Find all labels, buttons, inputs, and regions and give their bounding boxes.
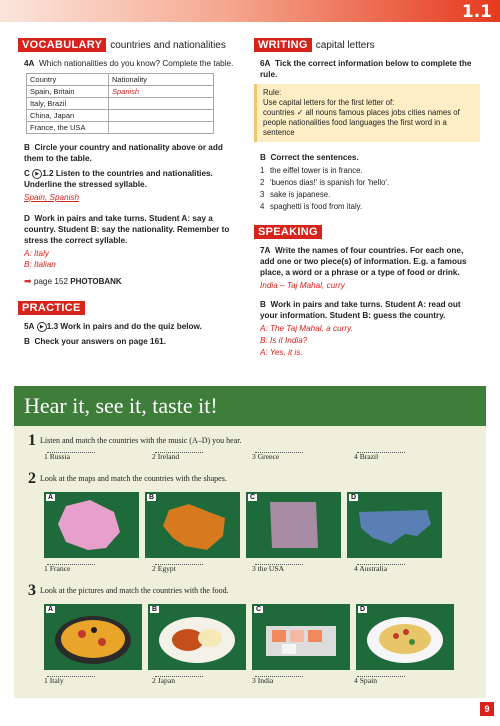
ex-5a-num: 5A — [24, 322, 35, 331]
map-d[interactable] — [347, 492, 442, 558]
table-row — [27, 86, 214, 98]
ex-d-line-a: A: Italy — [24, 249, 50, 258]
table-header-nationality: Nationality — [109, 74, 214, 86]
sentence-text: spaghetti is food from italy. — [270, 202, 363, 211]
q3-answers — [44, 676, 474, 688]
map-row — [44, 492, 442, 558]
map-shape-icon — [347, 492, 442, 558]
table-row — [27, 122, 214, 134]
ex-7b-text: Work in pairs and take turns. Student A: read out your information. Student B: guess the country. — [260, 300, 461, 320]
unit-label: 1.1 — [461, 2, 492, 22]
map-shape-icon — [246, 492, 341, 558]
question-2 — [28, 470, 227, 488]
table-cell-answer[interactable] — [109, 98, 214, 110]
answer-label: 1 Italy — [44, 676, 64, 685]
ex-c-text: Listen to the countries and nationalities. Underline the stressed syllable. — [24, 169, 213, 189]
answer-label: 1 France — [44, 564, 71, 573]
sushi-icon — [252, 604, 350, 670]
ex-d-text: Work in pairs and take turns. Student A: say a country. Student B: say the nationality. Remember to stress the correct syllable. — [24, 214, 230, 245]
exercise-6a — [254, 58, 480, 80]
ex-5b-text: Check your answers on page 161. — [34, 337, 166, 346]
answer-blank[interactable] — [155, 452, 203, 453]
ex-b-text: Circle your country and nationality above or add them to the table. — [24, 143, 223, 163]
ex-4a-text: Which nationalities do you know? Complete the table. — [39, 59, 234, 68]
ex-7a-example: India – Taj Mahal, curry — [260, 281, 345, 290]
answer-label: 4 Brazil — [354, 452, 379, 461]
list-item: 4 spaghetti is food from italy. — [260, 202, 363, 211]
left-column — [18, 38, 240, 351]
exercise-d — [18, 213, 240, 246]
answer-blank[interactable] — [47, 452, 95, 453]
option-letter: D — [351, 494, 357, 501]
q3-text: Look at the pictures and match the countries with the food. — [40, 585, 229, 595]
ex-c-num: C — [24, 169, 30, 178]
table-cell: Italy, Brazil — [27, 98, 109, 110]
writing-header — [254, 38, 480, 52]
food-a[interactable] — [44, 604, 142, 670]
answer-blank[interactable] — [47, 676, 95, 677]
food-c[interactable] — [252, 604, 350, 670]
pasta-icon — [356, 604, 454, 670]
dialog-line: A: Yes, it is. — [260, 348, 303, 357]
q2-answers — [44, 564, 474, 576]
question-3 — [28, 582, 229, 600]
list-item: 1 the eiffel tower is in france. — [260, 166, 363, 175]
table-cell-answer[interactable]: Spanish — [109, 86, 214, 98]
ex-5b-num: B — [24, 337, 30, 346]
q2-text: Look at the maps and match the countries with the shapes. — [40, 473, 227, 483]
vocabulary-header — [18, 38, 240, 52]
map-b[interactable] — [145, 492, 240, 558]
top-banner — [0, 0, 500, 22]
practice-header — [18, 301, 240, 315]
rule-box — [254, 84, 480, 142]
photobank-label: PHOTOBANK — [70, 277, 122, 286]
option-letter: A — [48, 606, 54, 613]
ex-6a-text: Tick the correct information below to complete the rule. — [260, 59, 472, 79]
exercise-5a — [18, 321, 240, 332]
table-header-country: Country — [27, 74, 109, 86]
dialog-line: B: Is it India? — [260, 336, 308, 345]
rule-options[interactable]: countries ✓ all nouns famous places jobs cities names of people nationalities food languages the first word in a sentence — [263, 108, 460, 137]
answer-label: 3 Greece — [252, 452, 280, 461]
ex-d-num: D — [24, 214, 30, 223]
ex-7b-num: B — [260, 300, 266, 309]
table-cell-answer[interactable] — [109, 122, 214, 134]
practice-tag: PRACTICE — [18, 301, 85, 315]
q1-text: Listen and match the countries with the music (A–D) you hear. — [40, 435, 242, 445]
answer-label: 2 Japan — [152, 676, 175, 685]
answer-blank[interactable] — [357, 452, 405, 453]
paella-icon — [44, 604, 142, 670]
food-b[interactable] — [148, 604, 246, 670]
arrow-right-icon: ➡ — [24, 276, 32, 286]
page-ref: page 152 — [33, 277, 68, 286]
nationality-table — [26, 73, 214, 134]
answer-label: 2 Egypt — [152, 564, 176, 573]
option-letter: D — [360, 606, 366, 613]
q2-num: 2 — [28, 470, 36, 487]
q1-answers — [44, 452, 474, 464]
option-letter: C — [250, 494, 256, 501]
page-number: 9 — [480, 702, 494, 716]
ex-c-audio: 1.2 — [42, 169, 54, 178]
question-1 — [28, 432, 242, 450]
speaking-tag: SPEAKING — [254, 225, 322, 239]
list-item: 3 sake is japanese. — [260, 190, 331, 199]
answer-label: 3 India — [252, 676, 274, 685]
exercise-c — [18, 168, 240, 190]
option-letter: A — [48, 494, 54, 501]
dialog-line: A: The Taj Mahal, a curry. — [260, 324, 353, 333]
option-letter: C — [256, 606, 262, 613]
answer-blank[interactable] — [155, 676, 203, 677]
exercise-4a — [18, 58, 240, 69]
ex-5a-audio: 1.3 — [46, 322, 59, 331]
answer-label: 3 the USA — [252, 564, 285, 573]
answer-label: 2 Ireland — [152, 452, 180, 461]
answer-blank[interactable] — [357, 564, 405, 565]
ex-b-num: B — [24, 143, 30, 152]
sentence-text: sake is japanese. — [270, 190, 331, 199]
quiz-title: Hear it, see it, taste it! — [14, 386, 486, 426]
table-cell: France, the USA — [27, 122, 109, 134]
exercise-6b — [254, 152, 480, 163]
answer-blank[interactable] — [357, 676, 405, 677]
ex-d-line-b: B: Italian — [24, 260, 56, 269]
map-shape-icon — [145, 492, 240, 558]
rule-line: Use capital letters for the first letter of: — [263, 98, 395, 107]
answer-blank[interactable] — [47, 564, 95, 565]
right-column — [254, 38, 480, 358]
food-d[interactable] — [356, 604, 454, 670]
map-shape-icon — [44, 492, 139, 558]
table-row — [27, 110, 214, 122]
sentence-text: the eiffel tower is in france. — [270, 166, 363, 175]
answer-blank[interactable] — [255, 452, 303, 453]
answer-blank[interactable] — [155, 564, 203, 565]
ex-6b-text: Correct the sentences. — [270, 153, 359, 162]
table-cell: China, Japan — [27, 110, 109, 122]
list-item: 2 'buenos dias!' is spanish for 'hello'. — [260, 178, 390, 187]
quiz-panel — [14, 386, 486, 698]
exercise-b — [18, 142, 240, 164]
ex-4a-num: 4A — [24, 59, 35, 68]
ex-6a-num: 6A — [260, 59, 271, 68]
play-audio-icon[interactable]: ▶ — [37, 322, 47, 332]
play-audio-icon[interactable]: ▶ — [32, 169, 42, 179]
answer-label: 4 Spain — [354, 676, 377, 685]
q3-num: 3 — [28, 582, 36, 599]
writing-topic: capital letters — [315, 39, 375, 51]
rule-title: Rule: — [263, 88, 282, 97]
answer-blank[interactable] — [255, 676, 303, 677]
exercise-5b — [18, 336, 240, 347]
exercise-7b — [254, 299, 480, 321]
speaking-header — [254, 225, 480, 239]
table-cell: Spain, Britain — [27, 86, 109, 98]
photobank-link[interactable] — [18, 276, 240, 287]
ex-c-example: Spain, Spanish — [24, 193, 80, 202]
map-a[interactable] — [44, 492, 139, 558]
sentence-text: 'buenos dias!' is spanish for 'hello'. — [270, 178, 390, 187]
ex-7a-text: Write the names of four countries. For each one, add one or two piece(s) of information. E.g. a famous place, a word or a phrase or a type of food or drink. — [260, 246, 467, 277]
answer-label: 4 Australia — [354, 564, 388, 573]
table-row — [27, 98, 214, 110]
curry-icon — [148, 604, 246, 670]
q1-num: 1 — [28, 432, 36, 449]
answer-label: 1 Russia — [44, 452, 70, 461]
ex-7a-num: 7A — [260, 246, 271, 255]
writing-tag: WRITING — [254, 38, 312, 52]
sentence-list — [254, 165, 480, 213]
map-c[interactable] — [246, 492, 341, 558]
option-letter: B — [152, 606, 158, 613]
exercise-7a — [254, 245, 480, 278]
option-letter: B — [149, 494, 155, 501]
answer-blank[interactable] — [255, 564, 303, 565]
table-cell-answer[interactable] — [109, 110, 214, 122]
ex-6b-num: B — [260, 153, 266, 162]
table-header-row — [27, 74, 214, 86]
ex-5a-text: Work in pairs and do the quiz below. — [60, 322, 202, 331]
food-row — [44, 604, 454, 670]
vocabulary-topic: countries and nationalities — [110, 39, 226, 51]
vocabulary-tag: VOCABULARY — [18, 38, 106, 52]
